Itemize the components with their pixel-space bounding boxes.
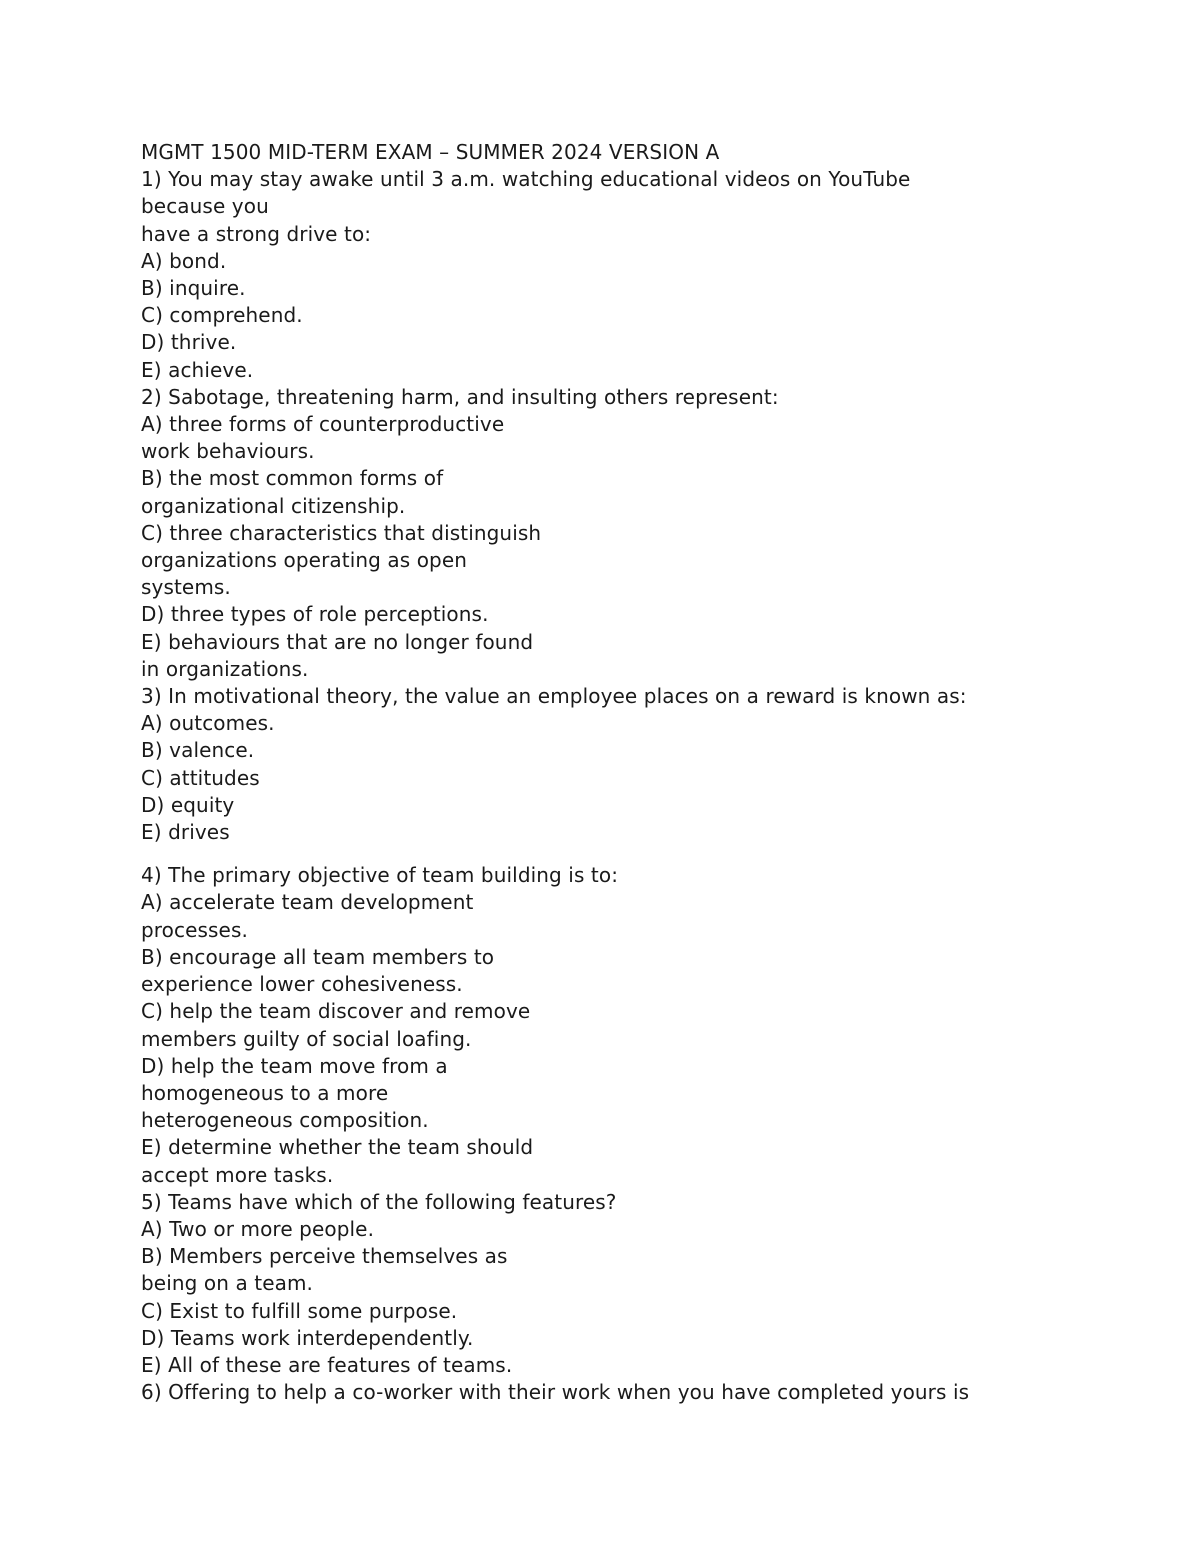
question-4-option: A) accelerate team development: [141, 890, 474, 915]
question-2-stem-line: 2) Sabotage, threatening harm, and insulting others represent:: [141, 384, 779, 409]
question-1-stem-line: 1) You may stay awake until 3 a.m. watching educational videos on YouTube: [141, 167, 911, 192]
question-1-stem-line: because you: [141, 194, 269, 219]
question-5-option: A) Two or more people.: [141, 1216, 375, 1241]
question-5-option: E) All of these are features of teams.: [141, 1352, 513, 1377]
question-1-option: B) inquire.: [141, 276, 246, 301]
question-2-option: organizational citizenship.: [141, 493, 406, 518]
question-2-option: work behaviours.: [141, 439, 315, 464]
question-3-option: B) valence.: [141, 738, 255, 763]
question-6-stem-line: 6) Offering to help a co-worker with their work when you have completed yours is: [141, 1380, 970, 1405]
question-2-option: systems.: [141, 575, 231, 600]
question-2-option: D) three types of role perceptions.: [141, 602, 489, 627]
question-5-option: being on a team.: [141, 1271, 314, 1296]
question-1-option: A) bond.: [141, 248, 227, 273]
question-1-option: C) comprehend.: [141, 303, 303, 328]
question-3-option: A) outcomes.: [141, 711, 275, 736]
question-3-option: E) drives: [141, 820, 230, 845]
question-4: [141, 862, 1041, 1188]
question-4-option: experience lower cohesiveness.: [141, 972, 463, 997]
question-4-option: E) determine whether the team should: [141, 1135, 534, 1160]
question-4-option: accept more tasks.: [141, 1162, 334, 1187]
question-4-option: processes.: [141, 917, 248, 942]
exam-text: [141, 139, 1041, 1406]
question-2-option: E) behaviours that are no longer found: [141, 629, 534, 654]
question-1-option: E) achieve.: [141, 357, 254, 382]
question-1-option: D) thrive.: [141, 330, 237, 355]
question-2-option: B) the most common forms of: [141, 466, 444, 491]
question-5-option: C) Exist to fulfill some purpose.: [141, 1298, 458, 1323]
question-1-stem-line: have a strong drive to:: [141, 221, 372, 246]
question-1: [141, 166, 1041, 384]
question-3: [141, 683, 1041, 846]
question-2: [141, 384, 1041, 683]
question-2-option: C) three characteristics that distinguish: [141, 520, 542, 545]
paragraph-gap: [141, 846, 1041, 862]
question-4-option: B) encourage all team members to: [141, 944, 495, 969]
question-5: [141, 1189, 1041, 1379]
question-4-stem-line: 4) The primary objective of team building is to:: [141, 863, 619, 888]
question-6: [141, 1379, 1041, 1406]
question-3-option: D) equity: [141, 792, 235, 817]
question-4-option: homogeneous to a more: [141, 1080, 389, 1105]
question-4-option: heterogeneous composition.: [141, 1108, 429, 1133]
question-2-option: A) three forms of counterproductive: [141, 412, 505, 437]
question-4-option: C) help the team discover and remove: [141, 999, 531, 1024]
question-5-stem-line: 5) Teams have which of the following features?: [141, 1189, 617, 1214]
question-5-option: D) Teams work interdependently.: [141, 1325, 474, 1350]
question-5-option: B) Members perceive themselves as: [141, 1244, 508, 1269]
question-4-option: members guilty of social loafing.: [141, 1026, 472, 1051]
question-3-option: C) attitudes: [141, 765, 260, 790]
question-4-option: D) help the team move from a: [141, 1053, 448, 1078]
question-2-option: in organizations.: [141, 656, 309, 681]
question-3-stem-line: 3) In motivational theory, the value an employee places on a reward is known as:: [141, 684, 967, 709]
question-2-option: organizations operating as open: [141, 548, 468, 573]
exam-title: MGMT 1500 MID-TERM EXAM – SUMMER 2024 VERSION A: [141, 140, 720, 164]
